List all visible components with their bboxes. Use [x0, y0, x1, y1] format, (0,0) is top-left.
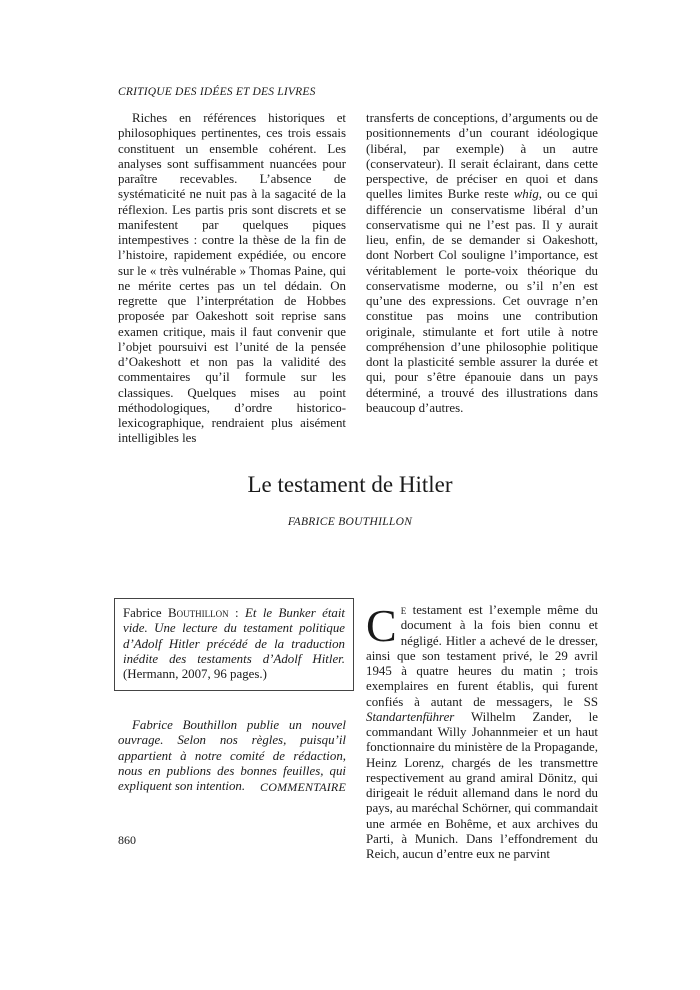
- review-left-column: [118, 111, 346, 447]
- ref-separator: :: [228, 606, 245, 620]
- body-text-a: testament est l’exemple même du document à la fois bien connu et négligé. Hitler a achevé de le dresser, ainsi que son testament privé, le 29 avril 1945 à quatre heures du matin ; trois exemplaires en furent établis, qui furent confiés à autant de messagers, le SS: [366, 603, 598, 709]
- article-body-column: [366, 600, 598, 862]
- review-right-column: [366, 111, 598, 416]
- review-whig: whig: [513, 187, 539, 202]
- editor-signature: COMMENTAIRE: [260, 780, 346, 794]
- body-text-b: Wilhelm Zander, le commandant Willy Johannmeier et un haut fonctionnaire du ministère de la Propagande, Heinz Lorenz, chargés de les transmettre respectivement au grand amiral Dönitz, qui dirigeait le réduit allemand dans le nord du pays, au maréchal Schörner, qui commandait une armée en Bohême, et aux archives du Parti, à Munich. Dans l’effondrement du Reich, aucun d’entre eux ne parvint: [366, 709, 598, 861]
- review-text-a: transferts de conceptions, d’arguments ou de positionnements d’un courant idéologique (libéral, par exemple) à un autre (conservateur). Il serait éclairant, dans cette perspective, de préciser en quoi et dans quelles limites Burke reste: [366, 111, 598, 202]
- body-rank: Standartenführer: [366, 709, 455, 724]
- article-title: Le testament de Hitler: [247, 472, 453, 498]
- article-body-paragraph: [366, 600, 598, 862]
- ref-author-last: Bouthillon: [168, 606, 229, 620]
- book-reference-box: [114, 598, 354, 691]
- first-word-rest: e: [400, 603, 407, 617]
- running-head: CRITIQUE DES IDÉES ET DES LIVRES: [118, 86, 316, 98]
- editor-note-text: Fabrice Bouthillon publie un nouvel ouvrage. Selon nos règles, puisqu’il appartient à notre comité de rédaction, nous en publions des bonnes feuilles, qui expliquent son intention.: [118, 718, 346, 793]
- page-number: 860: [118, 833, 136, 847]
- ref-author-first: Fabrice: [123, 606, 162, 620]
- ref-book-title: Et le Bunker était vide. Une lecture du testament politique d’Adolf Hitler précédé de la traduction inédite des testaments d’Adolf Hitler.: [123, 606, 346, 666]
- review-paragraph-left: Riches en références historiques et philosophiques pertinentes, ces trois essais constituent un ensemble cohérent. Les analyses sont suffisamment nuancées pour paraître recevables. L’absence de systématicité ne nuit pas à la sagacité de la réflexion. Les partis pris sont discrets et se manifestent par quelques piques intempestives : contre la thèse de la fin de l’histoire, rapidement expédiée, ou encore sur le « très vulnérable » Thomas Paine, qui ne mérite certes pas un tel dédain. On regrette que l’interprétation de Hobbes proposée par Oakeshott soit reprise sans examen critique, mais il faut convenir que l’objet poursuivi est l’unité de la pensée d’Oakeshott et non pas la validité des commentaires qu’il formule sur les classiques. Quelques mises au point méthodologiques, d’ordre historico-lexicographique, rendraient plus aisément intelligibles les: [118, 111, 346, 446]
- dropcap: C: [366, 600, 397, 651]
- ref-publication: (Hermann, 2007, 96 pages.): [123, 667, 267, 681]
- article-author: FABRICE BOUTHILLON: [287, 516, 413, 528]
- review-text-b: , ou ce qui différencie un conservatisme libéral d’un conservatisme qui ne l’est pas. Il y aurait lieu, enfin, de se demander si Oakeshott, dont Norbert Col souligne l’importance, est véritablement le porte-voix théorique du conservatisme moderne, ou s’il n’en est qu’une des expressions. Cet ouvrage n’en constitue pas moins une contribution originale, stimulante et fort utile à notre compréhension d’une philosophie politique dont la plasticité semble assurer la durée et qui, pour s’être épanouie dans un pays déterminé, a trouvé des illustrations dans beaucoup d’autres.: [366, 187, 598, 415]
- review-paragraph-right: [366, 111, 598, 416]
